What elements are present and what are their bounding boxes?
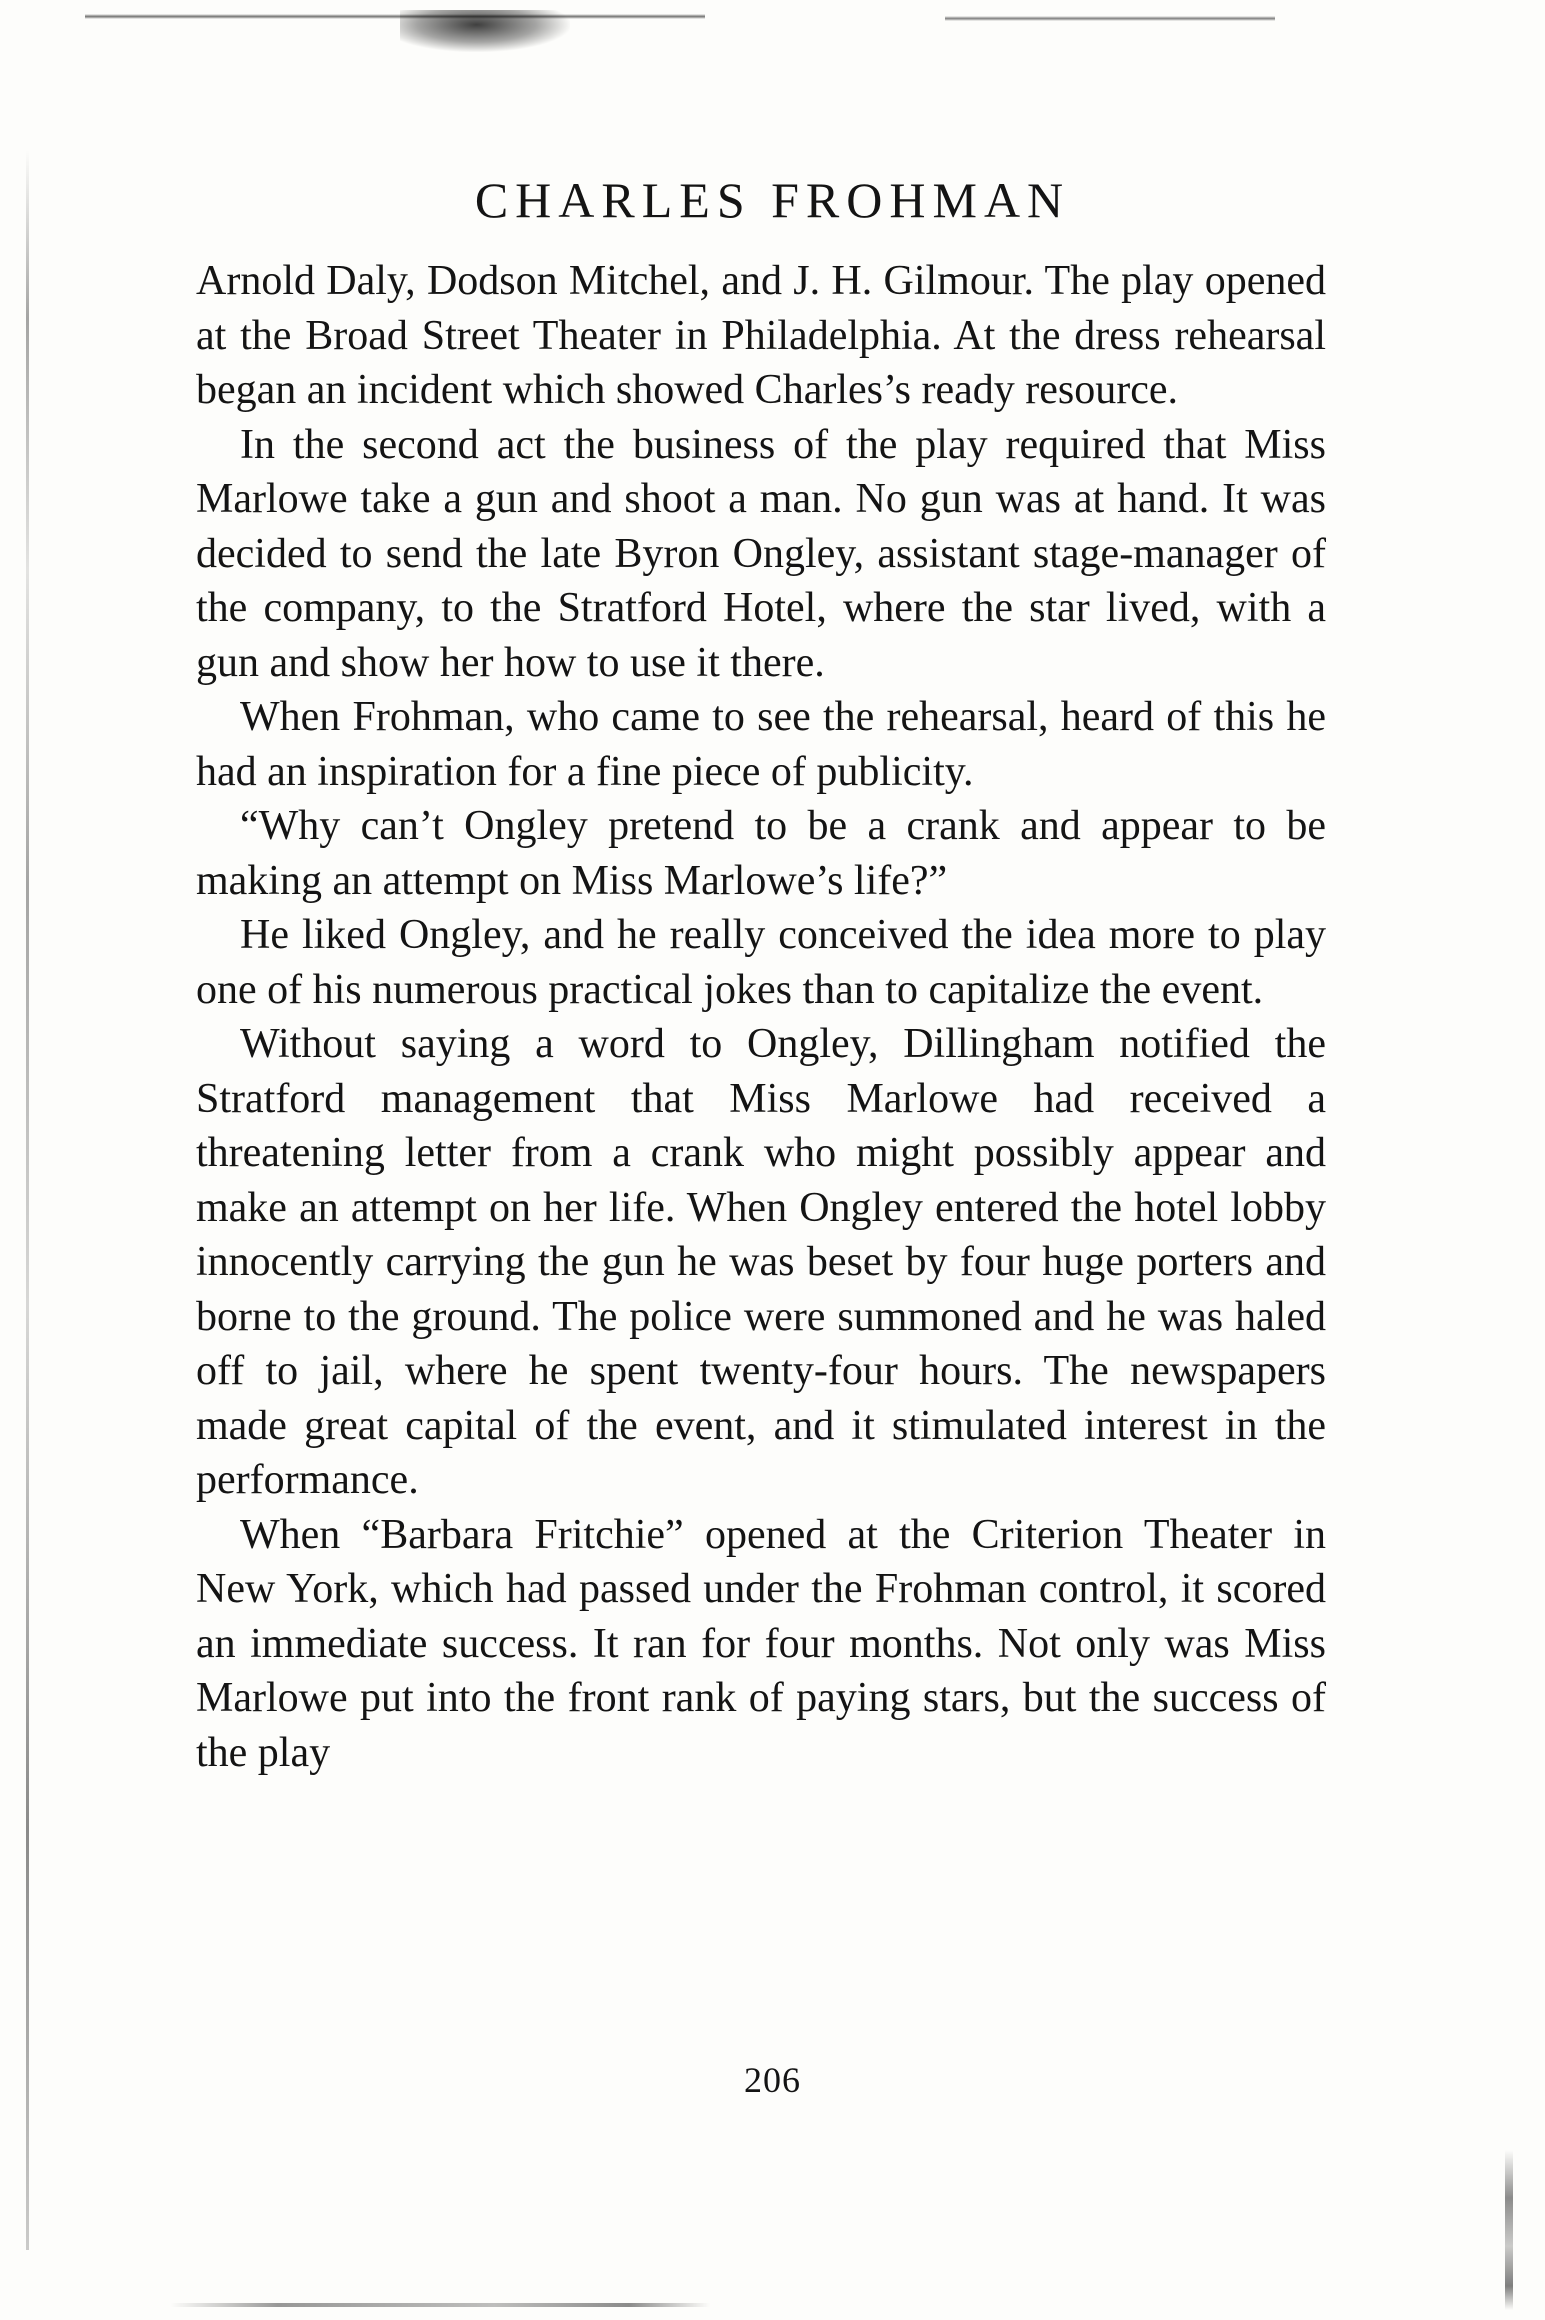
paragraph: When Frohman, who came to see the rehearsal, heard of this he had an inspiration for a fine piece of publicity. [196,694,1326,795]
scan-artifact-top-rule-left [85,14,705,19]
scan-artifact-ink-blot [400,10,570,52]
paragraph: In the second act the business of the play required that Miss Marlowe take a gun and shoot a man. No gun was at hand. It was decided to send the late Byron Ongley, assistant stage-manager of the company, to the Stratford Hotel, where the star lived, with a gun and show her how to use it there. [196,421,1326,686]
paragraph: He liked Ongley, and he really conceived the idea more to play one of his numerous practical jokes than to capitalize the event. [196,912,1326,1013]
scan-artifact-left-edge [26,150,29,2250]
paragraph-quote: “Why can’t Ongley pretend to be a crank and appear to be making an attempt on Miss Marlowe’s life?” [196,803,1326,904]
page-body [196,254,1326,1780]
paragraph: Without saying a word to Ongley, Dillingham notified the Stratford management that Miss Marlowe had received a threatening letter from a crank who might possibly appear and make an attempt on her life. When Ongley entered the hotel lobby innocently carrying the gun he was beset by four huge porters and borne to the ground. The police were summoned and he was haled off to jail, where he spent twenty-four hours. The newspapers made great capital of the event, and it stimulated interest in the performance. [196,1021,1326,1503]
scan-artifact-top-rule-right [945,16,1275,21]
scan-artifact-bottom-rule [170,2303,710,2307]
scan-artifact-right-edge [1505,2150,1513,2310]
running-header: CHARLES FROHMAN [474,172,1071,228]
page-number: 206 [744,2060,801,2100]
paragraph: When “Barbara Fritchie” opened at the Criterion Theater in New York, which had passed under the Frohman control, it scored an immediate success. It ran for four months. Not only was Miss Marlowe put into the front rank of paying stars, but the success of the play [196,1511,1326,1776]
paragraph-continued: Arnold Daly, Dodson Mitchel, and J. H. Gilmour. The play opened at the Broad Street Theater in Philadelphia. At the dress rehearsal began an incident which showed Charles’s ready resource. [196,258,1326,413]
